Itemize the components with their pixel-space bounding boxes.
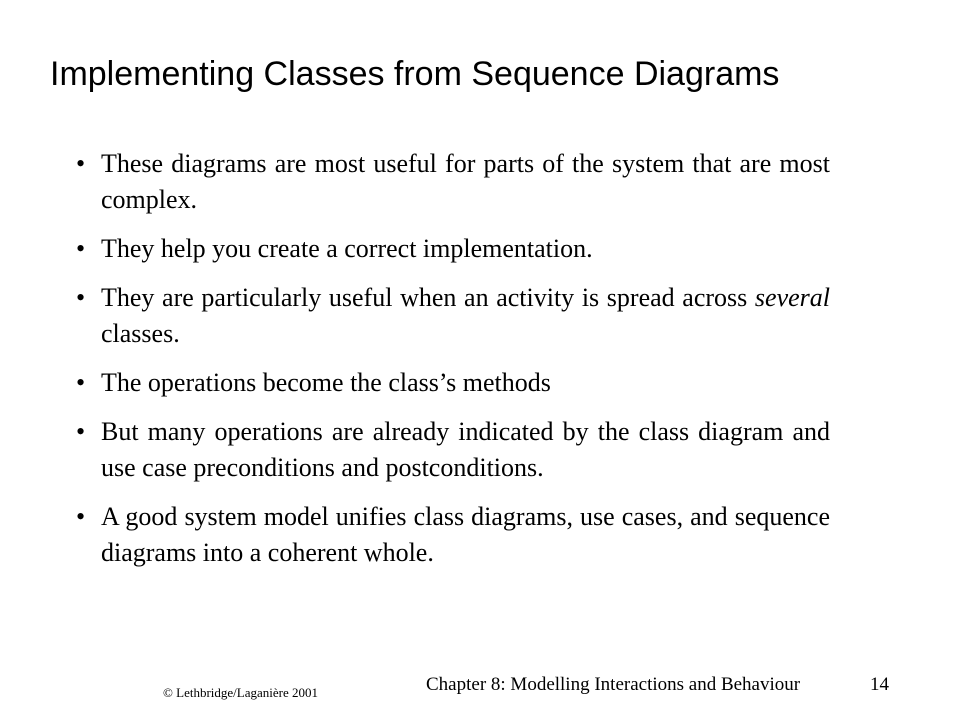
bullet-item <box>76 414 830 486</box>
bullet-item <box>76 146 830 218</box>
bullet-text: But many operations are already indicated by the class diagram and use case preconditions and postconditions. <box>101 417 830 482</box>
bullet-text: They are particularly useful when an activity is spread across <box>101 283 755 312</box>
bullet-text: They help you create a correct implementation. <box>101 234 593 263</box>
bullet-dot: • <box>76 283 86 312</box>
footer-chapter-title: Chapter 8: Modelling Interactions and Behaviour <box>426 674 801 695</box>
footer-copyright: © Lethbridge/Laganière 2001 <box>163 685 318 700</box>
bullet-item <box>76 499 830 571</box>
slide-title: Implementing Classes from Sequence Diagrams <box>50 55 780 93</box>
bullet-text-end: classes. <box>101 319 180 348</box>
bullet-text: A good system model unifies class diagrams, use cases, and sequence diagrams into a coherent whole. <box>101 502 830 567</box>
bullet-text: These diagrams are most useful for parts of the system that are most complex. <box>101 149 830 214</box>
bullet-dot: • <box>76 234 86 263</box>
bullet-text: The operations become the class’s methods <box>101 368 551 397</box>
bullet-emphasis: several <box>754 283 830 312</box>
bullet-list <box>76 146 830 584</box>
bullet-item <box>76 231 830 267</box>
bullet-dot: • <box>76 149 86 178</box>
bullet-dot: • <box>76 502 86 531</box>
footer-page-number: 14 <box>870 674 889 695</box>
bullet-item <box>76 280 830 352</box>
bullet-dot: • <box>76 368 86 397</box>
bullet-item <box>76 365 830 401</box>
bullet-dot: • <box>76 417 86 446</box>
